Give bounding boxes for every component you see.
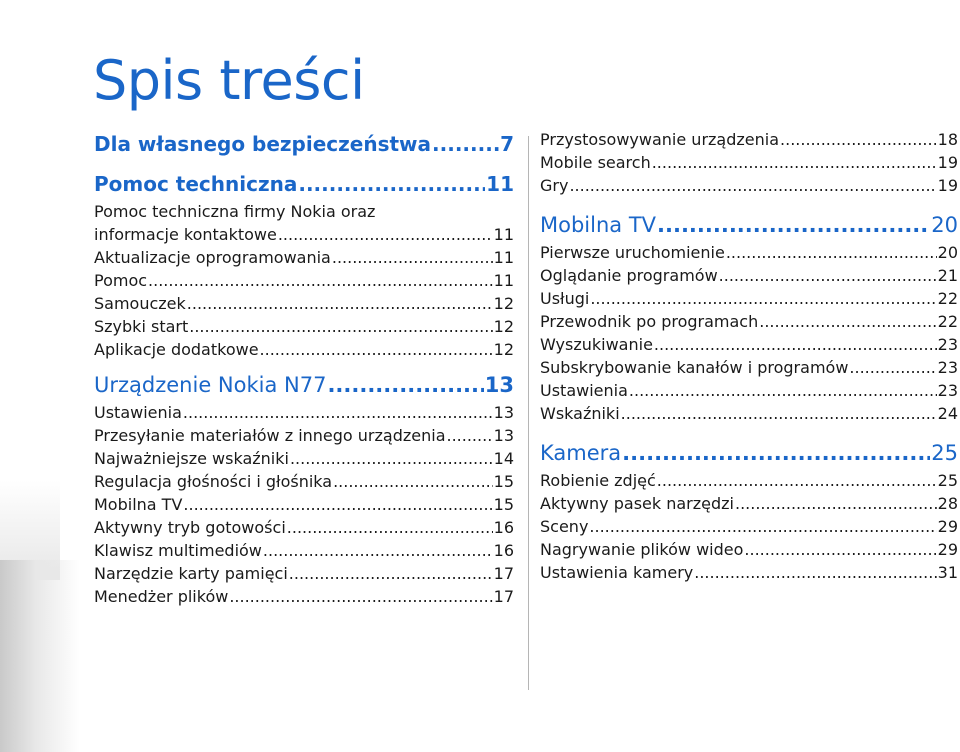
toc-entry-label: Mobile search — [540, 153, 651, 172]
dot-leader — [290, 449, 493, 469]
toc-entry[interactable] — [94, 426, 514, 449]
toc-page-number: 13 — [493, 426, 514, 445]
toc-section-heading[interactable] — [94, 170, 514, 202]
toc-entry-label: Gry — [540, 176, 569, 195]
toc-page-number: 11 — [493, 271, 514, 290]
toc-entry[interactable] — [94, 449, 514, 472]
toc-entry[interactable] — [94, 472, 514, 495]
toc-entry-label: Szybki start — [94, 317, 189, 336]
toc-entry[interactable] — [94, 587, 514, 610]
toc-column-right — [540, 130, 958, 586]
toc-section-heading[interactable] — [540, 439, 958, 471]
toc-entry[interactable] — [540, 289, 958, 312]
toc-entry-label: Przewodnik po programach — [540, 312, 759, 331]
toc-page-number: 11 — [493, 248, 514, 267]
toc-entry-label: Wskaźniki — [540, 404, 620, 423]
dot-leader — [735, 494, 937, 514]
dot-leader — [229, 587, 492, 607]
toc-page-number: 25 — [937, 471, 958, 490]
corner-gradient-decoration — [0, 560, 80, 752]
toc-section-heading[interactable] — [94, 371, 514, 403]
toc-entry-label: Narzędzie karty pamięci — [94, 564, 288, 583]
toc-page-number: 12 — [493, 294, 514, 313]
toc-entry-label: Aplikacje dodatkowe — [94, 340, 259, 359]
toc-entry-label: Wyszukiwanie — [540, 335, 653, 354]
toc-page-number: 11 — [493, 225, 514, 244]
dot-leader — [333, 472, 493, 492]
dot-leader — [187, 294, 493, 314]
toc-entry[interactable] — [94, 271, 514, 294]
toc-page-number: 12 — [493, 317, 514, 336]
toc-entry[interactable] — [540, 404, 958, 427]
toc-entry[interactable] — [94, 248, 514, 271]
toc-entry[interactable] — [540, 471, 958, 494]
dot-leader — [447, 426, 493, 446]
toc-section-heading[interactable] — [540, 211, 958, 243]
toc-page-number: 21 — [937, 266, 958, 285]
dot-leader — [589, 517, 936, 537]
dot-leader — [332, 248, 493, 268]
toc-entry[interactable] — [540, 176, 958, 199]
toc-entry[interactable] — [94, 317, 514, 340]
toc-entry[interactable] — [94, 541, 514, 564]
dot-leader — [719, 266, 937, 286]
dot-leader — [260, 340, 493, 360]
dot-leader — [590, 289, 936, 309]
dot-leader — [629, 381, 937, 401]
column-divider — [528, 136, 529, 690]
toc-page-number: 22 — [937, 312, 958, 331]
toc-entry-label: Menedżer plików — [94, 587, 229, 606]
dot-leader — [621, 404, 937, 424]
toc-entry-label: Klawisz multimediów — [94, 541, 262, 560]
toc-page-number: 23 — [937, 335, 958, 354]
toc-entry[interactable] — [540, 358, 958, 381]
toc-entry[interactable] — [540, 266, 958, 289]
toc-entry[interactable] — [540, 494, 958, 517]
toc-section-label: Urządzenie Nokia N77 — [94, 373, 327, 397]
toc-page-number: 13 — [484, 373, 514, 397]
toc-page-number: 16 — [493, 518, 514, 537]
toc-entry[interactable] — [94, 403, 514, 426]
dot-leader — [263, 541, 493, 561]
toc-entry-label: Oglądanie programów — [540, 266, 718, 285]
toc-entry-label: Samouczek — [94, 294, 186, 313]
toc-page-number: 24 — [937, 404, 958, 423]
dot-leader — [849, 358, 936, 378]
toc-page-number: 20 — [931, 213, 958, 237]
dot-leader — [726, 243, 937, 263]
dot-leader — [654, 335, 937, 355]
toc-entry-label: Aktywny tryb gotowości — [94, 518, 286, 537]
toc-entry-label: Robienie zdjęć — [540, 471, 656, 490]
toc-entry-label: Ustawienia — [540, 381, 628, 400]
toc-entry-label: Usługi — [540, 289, 590, 308]
toc-entry-label: Mobilna TV — [94, 495, 183, 514]
toc-entry[interactable] — [540, 130, 958, 153]
toc-entry[interactable] — [540, 312, 958, 335]
toc-page-number: 11 — [486, 172, 514, 196]
toc-page-number: 23 — [937, 358, 958, 377]
toc-entry-label: Sceny — [540, 517, 589, 536]
dot-leader — [289, 564, 493, 584]
toc-page-number: 14 — [493, 449, 514, 468]
toc-entry-label: Nagrywanie plików wideo — [540, 540, 744, 559]
dot-leader — [759, 312, 936, 332]
toc-page-number: 15 — [493, 472, 514, 491]
toc-entry[interactable] — [540, 243, 958, 266]
toc-page-number: 22 — [937, 289, 958, 308]
dot-leader — [432, 130, 499, 158]
toc-entry-label: Pierwsze uruchomienie — [540, 243, 725, 262]
dot-leader — [694, 563, 936, 583]
toc-entry[interactable] — [94, 518, 514, 541]
toc-entry[interactable] — [94, 564, 514, 587]
toc-column-left — [94, 130, 514, 610]
toc-page-number: 16 — [493, 541, 514, 560]
toc-entry[interactable] — [94, 294, 514, 317]
toc-entry-label-first-line[interactable]: Pomoc techniczna firmy Nokia oraz — [94, 202, 376, 221]
toc-page-number: 19 — [937, 176, 958, 195]
toc-entry[interactable] — [94, 225, 514, 248]
toc-entry[interactable] — [540, 335, 958, 358]
dot-leader — [183, 495, 492, 515]
toc-page-number: 20 — [937, 243, 958, 262]
dot-leader — [569, 176, 936, 196]
toc-section-heading[interactable] — [94, 130, 514, 162]
dot-leader — [189, 317, 492, 337]
dot-leader — [744, 540, 936, 560]
toc-page-number: 17 — [493, 564, 514, 583]
toc-entry-label: Przystosowywanie urządzenia — [540, 130, 780, 149]
toc-entry-label: Pomoc — [94, 271, 148, 290]
toc-page-number: 7 — [500, 132, 514, 156]
toc-page-number: 29 — [937, 540, 958, 559]
toc-entry[interactable] — [540, 517, 958, 540]
toc-page-number: 15 — [493, 495, 514, 514]
dot-leader — [657, 211, 930, 239]
dot-leader — [622, 439, 930, 467]
toc-page-number: 23 — [937, 381, 958, 400]
toc-section-label: Dla własnego bezpieczeństwa — [94, 132, 432, 156]
page-title: Spis treści — [93, 49, 365, 112]
toc-entry[interactable] — [540, 153, 958, 176]
dot-leader — [657, 471, 937, 491]
toc-page-number: 31 — [937, 563, 958, 582]
dot-leader — [287, 518, 493, 538]
toc-entry[interactable] — [94, 340, 514, 363]
dot-leader — [183, 403, 493, 423]
toc-page-number: 19 — [937, 153, 958, 172]
dot-leader — [278, 225, 493, 245]
toc-entry-label: Przesyłanie materiałów z innego urządzenia — [94, 426, 446, 445]
toc-entry-label: Ustawienia kamery — [540, 563, 694, 582]
toc-page-number: 18 — [937, 130, 958, 149]
toc-entry[interactable] — [540, 563, 958, 586]
dot-leader — [780, 130, 937, 150]
toc-section-label: Kamera — [540, 441, 622, 465]
toc-entry[interactable] — [540, 540, 958, 563]
dot-leader — [327, 371, 483, 399]
toc-page-number: 25 — [931, 441, 958, 465]
dot-leader — [148, 271, 493, 291]
toc-entry[interactable] — [94, 495, 514, 518]
toc-page-number: 13 — [493, 403, 514, 422]
toc-entry-label: Aktywny pasek narzędzi — [540, 494, 734, 513]
toc-section-label: Mobilna TV — [540, 213, 657, 237]
toc-page-number: 17 — [493, 587, 514, 606]
toc-page-number: 29 — [937, 517, 958, 536]
toc-entry-label: Najważniejsze wskaźniki — [94, 449, 289, 468]
toc-entry-label: Ustawienia — [94, 403, 182, 422]
toc-page-number: 12 — [493, 340, 514, 359]
toc-page-number: 28 — [937, 494, 958, 513]
dot-leader — [652, 153, 937, 173]
toc-entry-label: Regulacja głośności i głośnika — [94, 472, 333, 491]
dot-leader — [298, 170, 485, 198]
toc-entry-label: Aktualizacje oprogramowania — [94, 248, 331, 267]
toc-entry[interactable] — [540, 381, 958, 404]
toc-section-label: Pomoc techniczna — [94, 172, 298, 196]
toc-entry-label: Subskrybowanie kanałów i programów — [540, 358, 849, 377]
toc-entry-label: informacje kontaktowe — [94, 225, 277, 244]
